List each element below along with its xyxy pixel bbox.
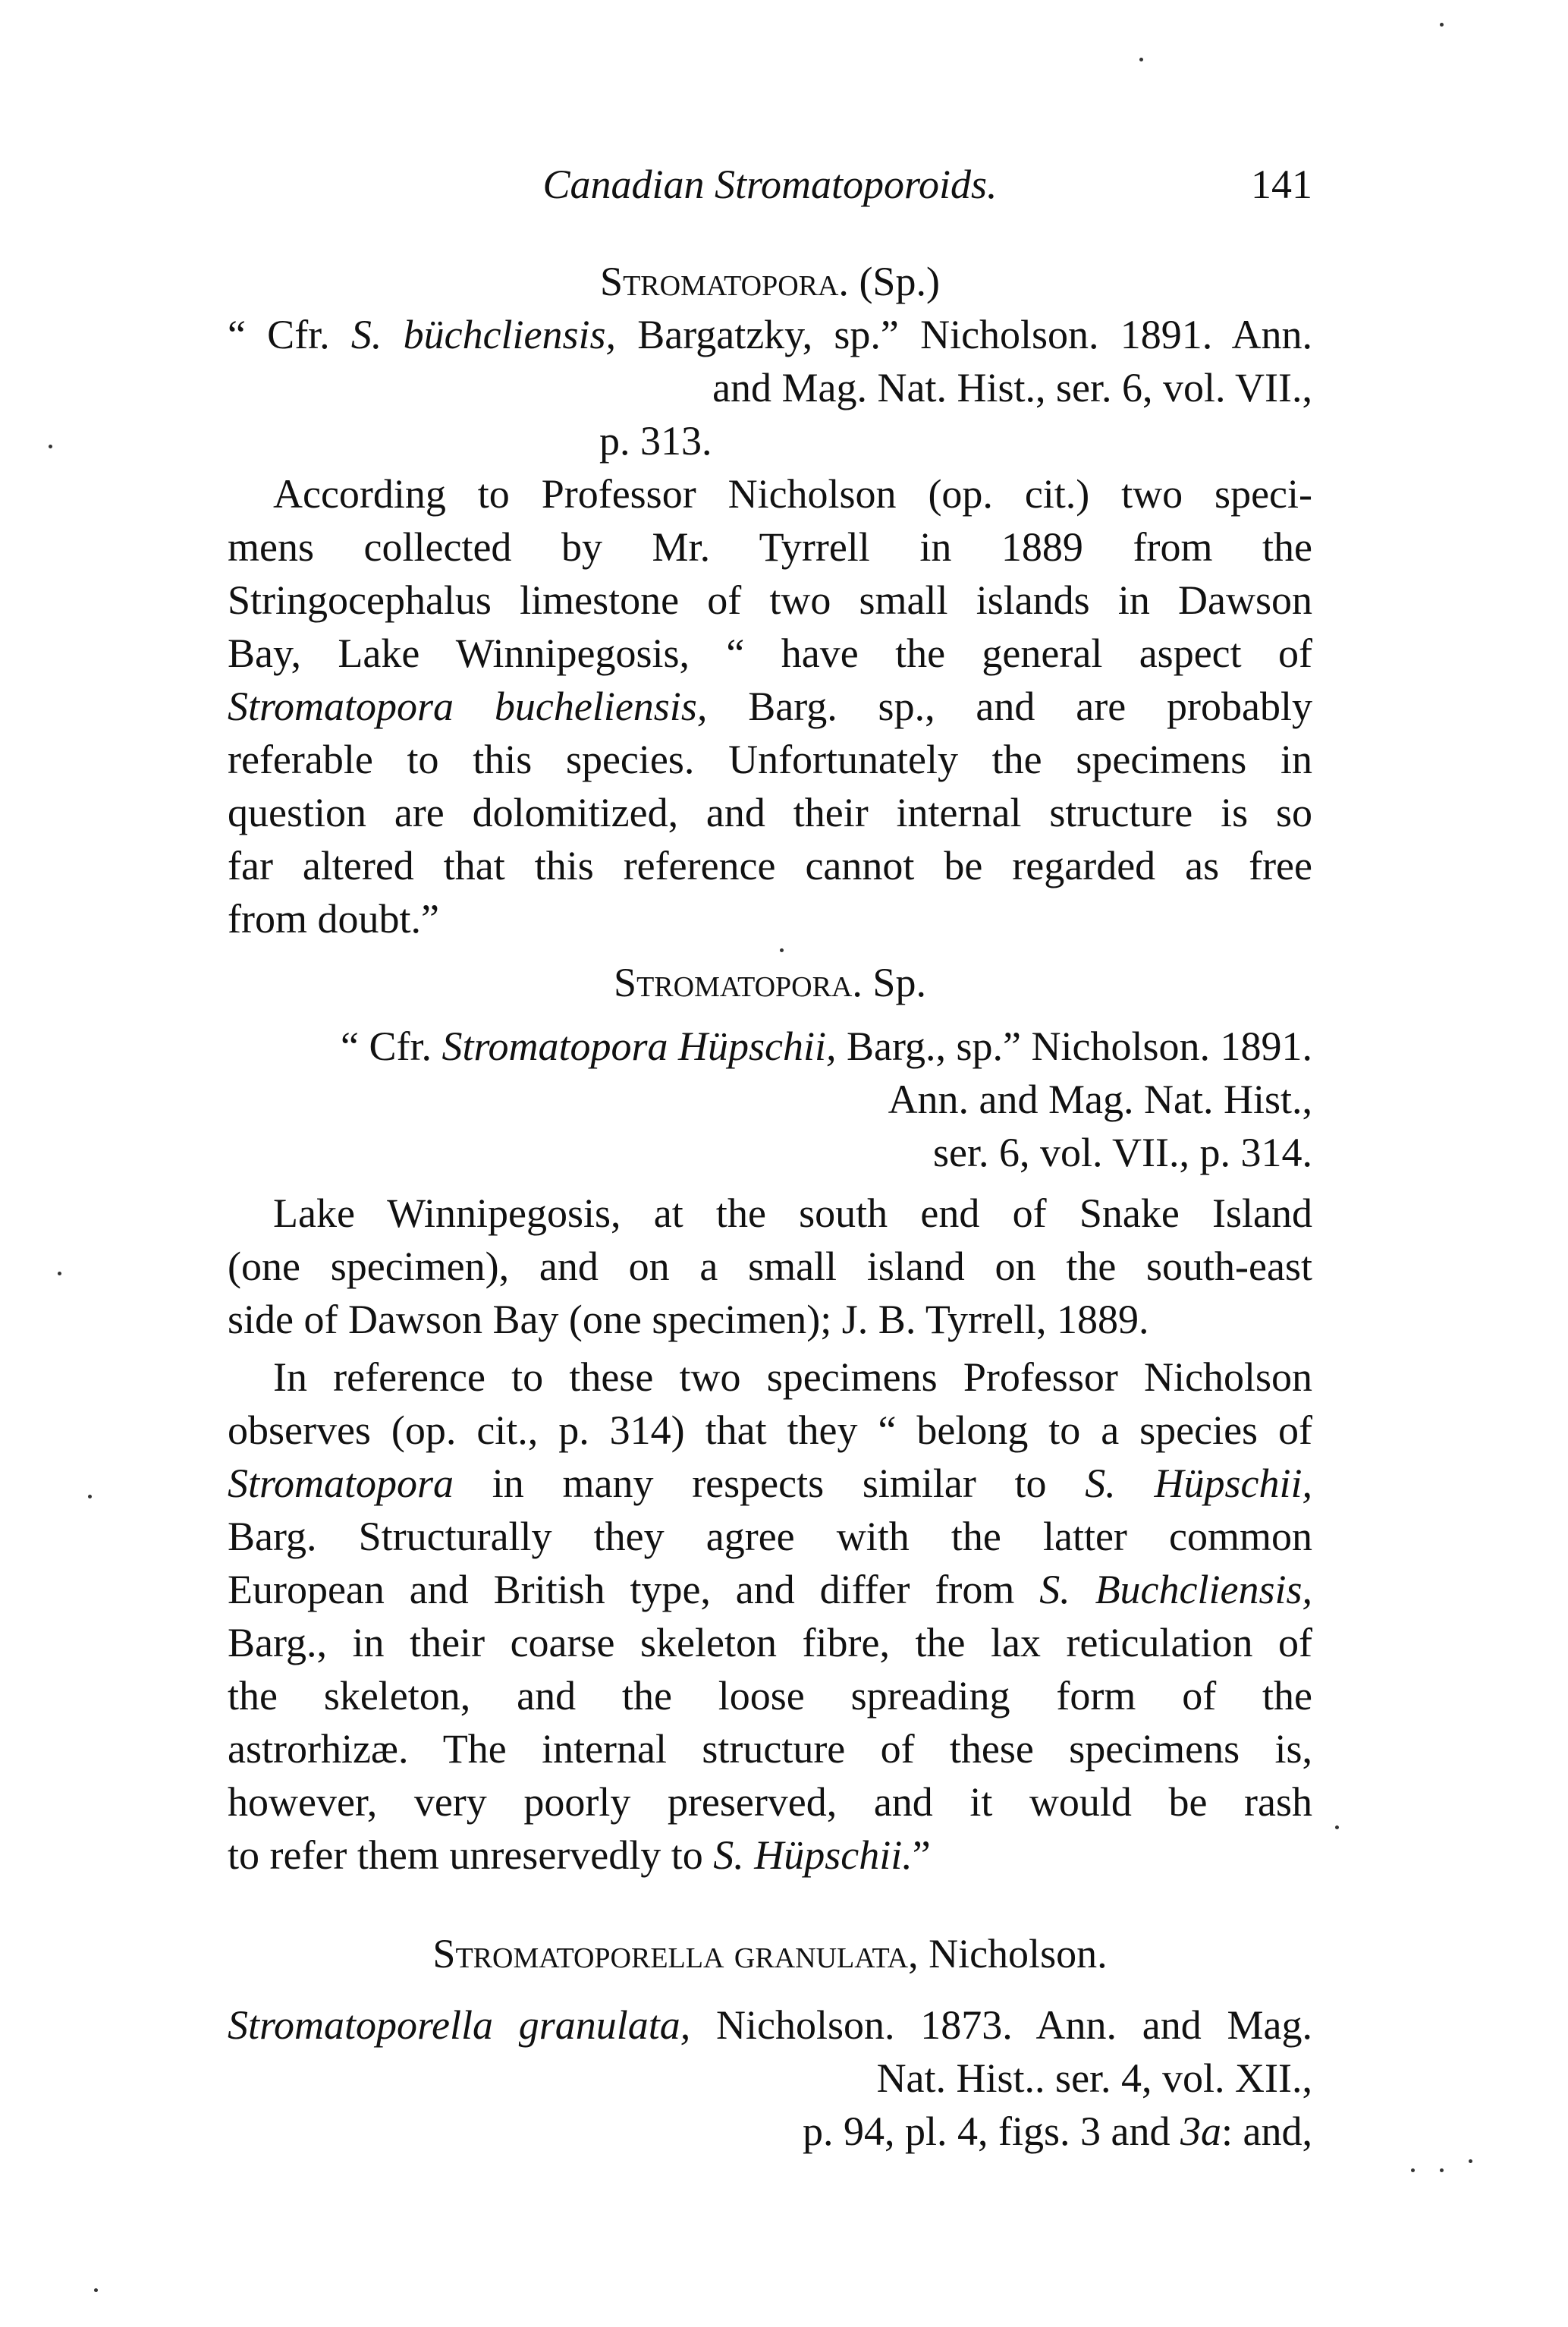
body-text-line xyxy=(228,1458,1312,1508)
text-run: “ Cfr. xyxy=(228,312,351,357)
citation-line xyxy=(228,2053,1312,2103)
text-run: p. 94, pl. 4, figs. 3 and xyxy=(803,2108,1181,2154)
body-text-line xyxy=(228,1564,1312,1615)
text-run: observes (op. cit., p. 314) that they “ belong to a species of xyxy=(228,1407,1312,1453)
scan-speck xyxy=(1411,2168,1415,2172)
text-run: Bay, Lake Winnipegosis, “ have the general aspect of xyxy=(228,630,1312,676)
italic-text: S. Buchcliensis, xyxy=(1039,1567,1312,1612)
text-run: Nat. Hist.. ser. 4, vol. XII., xyxy=(876,2055,1312,2101)
text-run: mens collected by Mr. Tyrrell in 1889 from the xyxy=(228,524,1312,570)
scan-speck xyxy=(94,2288,98,2292)
citation-line xyxy=(228,1074,1312,1124)
text-run: “ Cfr. xyxy=(341,1024,442,1069)
text-run: Ann. and Mag. Nat. Hist., xyxy=(888,1077,1312,1122)
body-text-line xyxy=(228,522,1312,572)
italic-text: S. Hüpschii. xyxy=(713,1832,913,1878)
citation-line xyxy=(228,1021,1312,1071)
body-text-line xyxy=(228,575,1312,625)
page-number: 141 xyxy=(1251,162,1312,207)
text-run: Stringocephalus limestone of two small islands in Dawson xyxy=(228,577,1312,623)
text-run: Sp. xyxy=(862,960,926,1005)
italic-text: S. Hüpschii, xyxy=(1085,1461,1312,1506)
text-run: to refer them unreservedly to xyxy=(228,1832,714,1878)
text-run: Barg., in their coarse skeleton fibre, the lax reticulation of xyxy=(228,1620,1312,1665)
body-text-line xyxy=(228,894,1312,944)
italic-text: S. büchcliensis, xyxy=(350,312,617,357)
text-run: far altered that this reference cannot be regarded as free xyxy=(228,843,1312,888)
text-run: Bargatzky, sp.” Nicholson. 1891. Ann. xyxy=(616,312,1312,357)
italic-text: Stromatoporella granulata, xyxy=(228,2002,691,2048)
text-run: Nicholson. xyxy=(918,1931,1108,1976)
text-run: from doubt.” xyxy=(228,896,439,942)
text-run: Nicholson. 1873. Ann. and Mag. xyxy=(690,2002,1312,2048)
small-caps-text: Stromatopora. xyxy=(614,960,863,1005)
body-text-line xyxy=(228,841,1312,891)
citation-line xyxy=(599,416,903,466)
text-run: : and, xyxy=(1221,2108,1312,2154)
body-text-line xyxy=(228,1405,1312,1455)
body-text-line xyxy=(273,469,1312,519)
body-text-line xyxy=(228,628,1312,678)
text-run: Barg. Structurally they agree with the latter common xyxy=(228,1514,1312,1559)
scan-speck xyxy=(1335,1825,1339,1829)
scan-speck xyxy=(1469,2159,1472,2163)
body-text-line xyxy=(228,681,1312,731)
text-run: According to Professor Nicholson (op. cit.) two speci- xyxy=(273,471,1312,517)
small-caps-text: Stromatoporella granulata, xyxy=(432,1931,919,1976)
running-head-title: Canadian Stromatoporoids. xyxy=(542,162,998,207)
text-run: (Sp.) xyxy=(848,259,940,304)
heading-stromatoporella-granulata xyxy=(228,1929,1312,1979)
text-run: referable to this species. Unfortunately the specimens in xyxy=(228,737,1312,782)
text-run: astrorhizæ. The internal structure of these specimens is, xyxy=(228,1726,1312,1772)
text-run: the skeleton, and the loose spreading form of the xyxy=(228,1673,1312,1719)
text-run: and Mag. Nat. Hist., ser. 6, vol. VII., xyxy=(712,365,1312,410)
text-run: side of Dawson Bay (one specimen); J. B. Tyrrell, 1889. xyxy=(228,1297,1149,1342)
text-run: In reference to these two specimens Professor Nicholson xyxy=(273,1354,1312,1400)
text-run: Lake Winnipegosis, at the south end of Snake Island xyxy=(273,1190,1312,1236)
heading-stromatopora-sp-1 xyxy=(228,256,1312,307)
body-text-line xyxy=(228,1511,1312,1561)
citation-line xyxy=(228,363,1312,413)
body-text-line xyxy=(228,1294,1312,1344)
scan-speck xyxy=(49,445,52,448)
scan-speck xyxy=(1440,2168,1444,2172)
text-run: Barg. sp., and are probably xyxy=(707,684,1312,729)
text-run: ” xyxy=(912,1832,931,1878)
citation-line xyxy=(228,1127,1312,1178)
body-text-line xyxy=(228,1671,1312,1721)
body-text-line xyxy=(228,1241,1312,1291)
small-caps-text: Stromatopora. xyxy=(600,259,849,304)
scan-speck xyxy=(58,1272,61,1275)
scan-speck xyxy=(780,948,784,952)
heading-stromatopora-sp-2 xyxy=(228,958,1312,1008)
italic-text: Stromatopora bucheliensis, xyxy=(228,684,708,729)
text-run: in many respects similar to xyxy=(454,1461,1086,1506)
body-text-line xyxy=(273,1188,1312,1238)
body-text-line xyxy=(228,1618,1312,1668)
italic-text: 3a xyxy=(1180,2108,1222,2154)
italic-text: Stromatopora Hüpschii, xyxy=(441,1024,837,1069)
body-text-line xyxy=(228,1830,1312,1880)
text-run: Barg., sp.” Nicholson. 1891. xyxy=(836,1024,1312,1069)
text-run: European and British type, and differ from xyxy=(228,1567,1040,1612)
text-run: question are dolomitized, and their internal structure is so xyxy=(228,790,1312,835)
body-text-line xyxy=(228,734,1312,785)
italic-text: Stromatopora xyxy=(228,1461,454,1506)
body-text-line xyxy=(228,1724,1312,1774)
text-run: ser. 6, vol. VII., p. 314. xyxy=(933,1130,1312,1175)
text-run: (one specimen), and on a small island on the south-east xyxy=(228,1244,1312,1289)
body-text-line xyxy=(228,788,1312,838)
body-text-line xyxy=(228,1777,1312,1827)
scan-speck xyxy=(1139,58,1143,61)
citation-line xyxy=(228,2106,1312,2156)
citation-line xyxy=(228,2000,1312,2050)
scan-speck xyxy=(88,1495,92,1498)
body-text-line xyxy=(273,1352,1312,1402)
text-run: p. 313. xyxy=(599,418,712,464)
citation-line xyxy=(228,310,1312,360)
text-run: however, very poorly preserved, and it would be rash xyxy=(228,1779,1312,1825)
scan-speck xyxy=(1440,23,1444,27)
